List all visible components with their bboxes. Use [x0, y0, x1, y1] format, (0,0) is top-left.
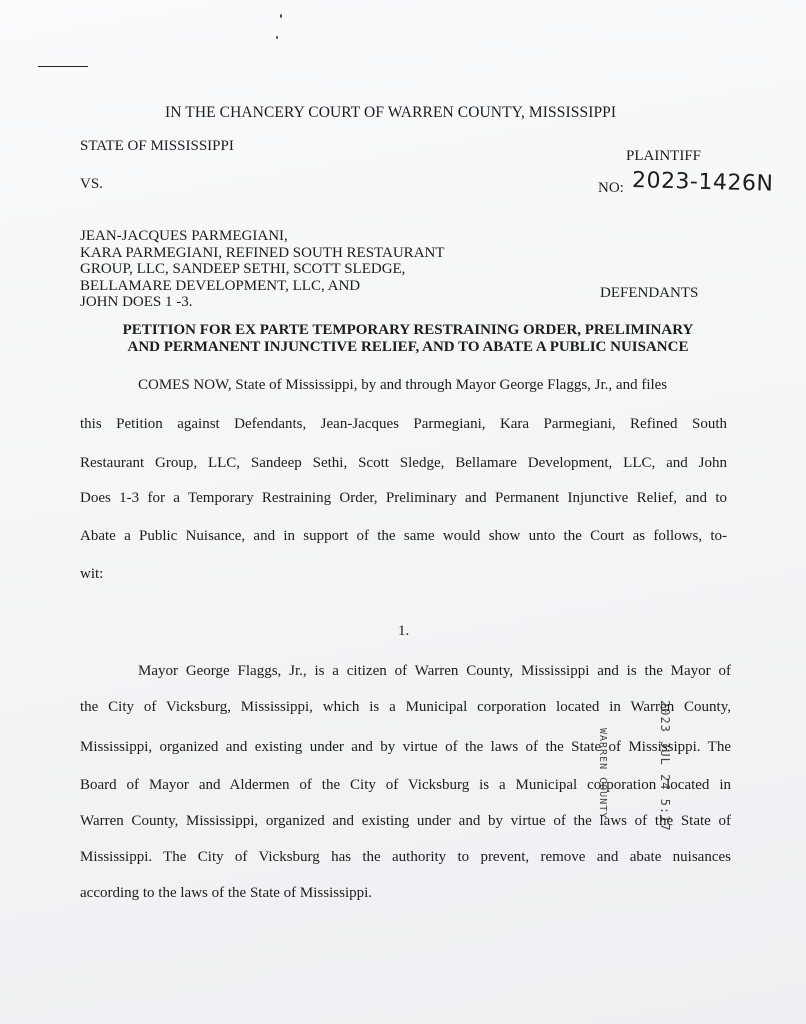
speck	[276, 36, 278, 39]
versus-label: VS.	[80, 176, 103, 192]
defendant-line: JEAN-JACQUES PARMEGIANI,	[80, 228, 288, 244]
intro-line: Does 1-3 for a Temporary Restraining Order, Preliminary and Permanent Injunctive Relief, and to	[80, 490, 727, 506]
defendants-label: DEFENDANTS	[600, 285, 699, 301]
intro-line: wit:	[80, 566, 104, 582]
petition-title	[80, 322, 736, 356]
speck	[280, 14, 282, 18]
intro-line: COMES NOW, State of Mississippi, by and through Mayor George Flaggs, Jr., and files	[138, 377, 668, 393]
intro-line: Abate a Public Nuisance, and in support of the same would show unto the Court as follows, to-	[80, 528, 727, 544]
defendant-line: JOHN DOES 1 -3.	[80, 294, 193, 310]
paragraph-line: Warren County, Mississippi, organized and existing under and by virtue of the laws of the State of	[80, 813, 731, 829]
filing-stamp	[588, 700, 708, 900]
paragraph-line: according to the laws of the State of Mississippi.	[80, 885, 373, 901]
pen-mark	[38, 66, 88, 67]
defendant-line: GROUP, LLC, SANDEEP SETHI, SCOTT SLEDGE,	[80, 261, 406, 277]
paragraph-line: Mississippi. The City of Vicksburg has the authority to prevent, remove and abate nuisances	[80, 849, 731, 865]
paragraph-line: Mayor George Flaggs, Jr., is a citizen of Warren County, Mississippi and is the Mayor of	[138, 663, 731, 679]
plaintiff-label: PLAINTIFF	[626, 148, 702, 164]
intro-line: Restaurant Group, LLC, Sandeep Sethi, Scott Sledge, Bellamare Development, LLC, and John	[80, 455, 727, 471]
paragraph-line: Board of Mayor and Aldermen of the City of Vicksburg is a Municipal corporation located in	[80, 777, 731, 793]
court-title: IN THE CHANCERY COURT OF WARREN COUNTY, MISSISSIPPI	[165, 104, 617, 121]
case-number-label: NO:	[598, 180, 624, 196]
paragraph-line: Mississippi, organized and existing under and by virtue of the laws of the State of Mississippi. The	[80, 739, 731, 755]
defendant-line: KARA PARMEGIANI, REFINED SOUTH RESTAURANT	[80, 244, 445, 261]
case-number-handwritten: 2023-1426N	[631, 168, 774, 197]
paragraph-line: the City of Vicksburg, Mississippi, which is a Municipal corporation located in Warren County,	[80, 699, 731, 715]
paragraph-number: 1.	[398, 623, 410, 639]
petition-title-line: AND PERMANENT INJUNCTIVE RELIEF, AND TO ABATE A PUBLIC NUISANCE	[127, 339, 689, 355]
intro-line: this Petition against Defendants, Jean-Jacques Parmegiani, Kara Parmegiani, Refined South	[80, 416, 727, 432]
defendants-list	[80, 228, 445, 311]
petition-title-line: PETITION FOR EX PARTE TEMPORARY RESTRAINING ORDER, PRELIMINARY	[122, 322, 694, 338]
filing-stamp-date: 2023 JUL 24 5:17	[658, 700, 672, 832]
filing-stamp-county: WARREN COUNTY	[597, 728, 608, 820]
defendant-line: BELLAMARE DEVELOPMENT, LLC, AND	[80, 277, 361, 294]
plaintiff-name: STATE OF MISSISSIPPI	[80, 138, 234, 154]
